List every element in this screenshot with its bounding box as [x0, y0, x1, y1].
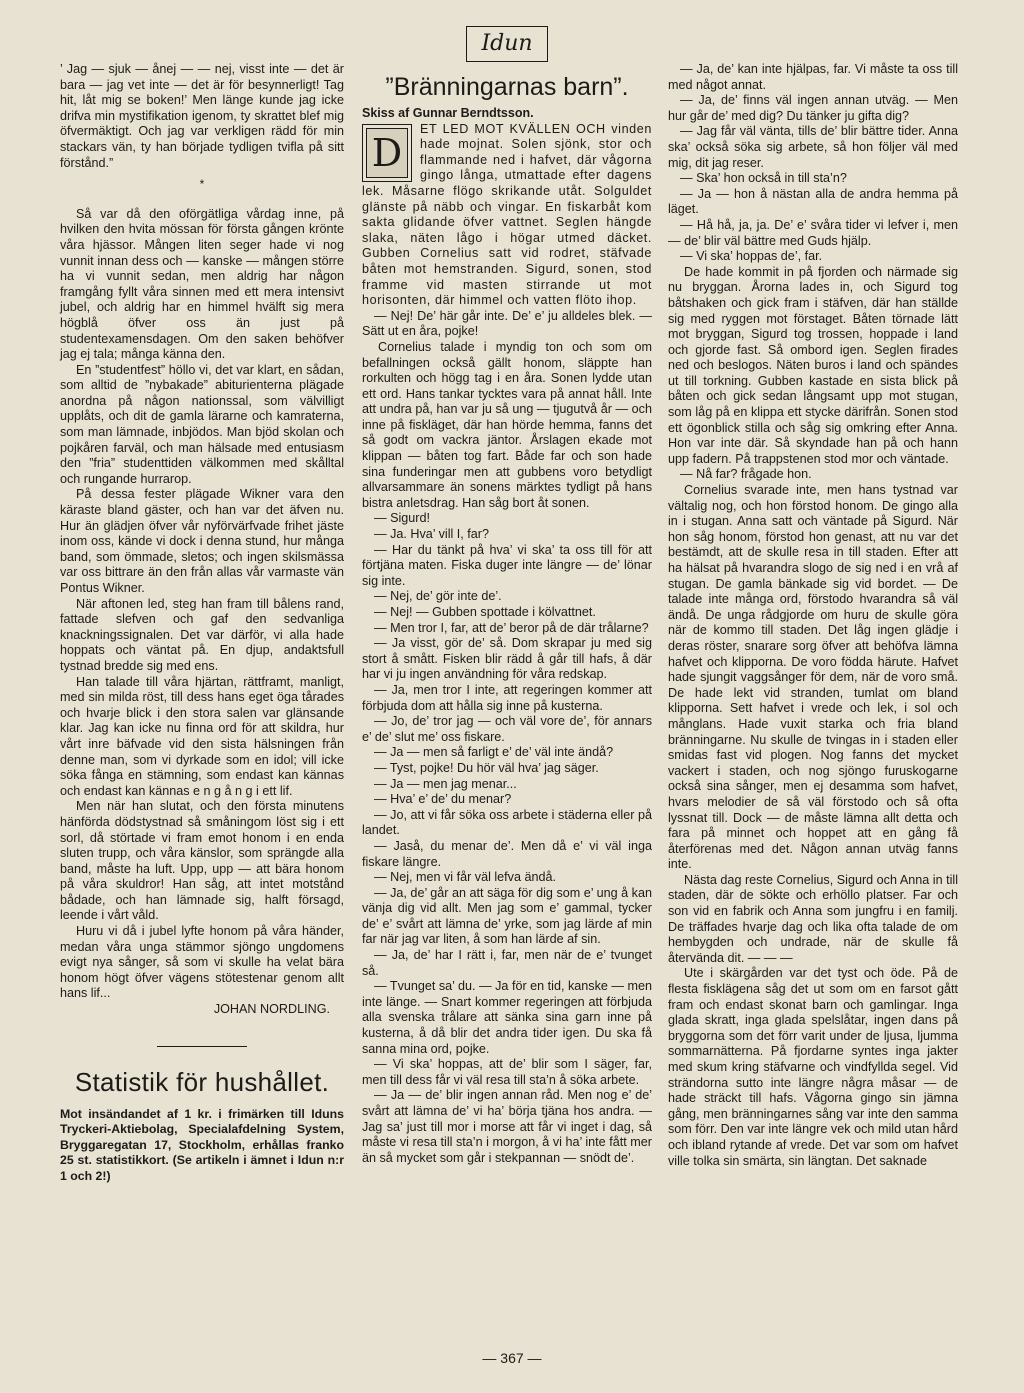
dialogue-line: — Hva’ e’ de’ du menar?	[374, 792, 512, 807]
dialogue-line: — Jo, att vi får söka oss arbete i städerna eller på landet.	[362, 807, 652, 838]
dialogue-line: — Ja — hon å nästan alla de andra hemma på läget.	[668, 186, 958, 217]
paragraph: ET LED MOT KVÄLLEN OCH vinden hade mojnat. Solen sjönk, stor och flammande ned i hafvet, där vågorna gingo långa, utmattade efter dagens lek. Måsarne flögo skrikande utåt. Solguldet glänste på näbb och vingar. En fiskarbåt kom sakta glidande öfver vattnet. Seglen hängde slaka, näten lågo i högar utmed däcket. Gubben Cornelius satt vid rodret, stäfvade båten mot hemstranden. Sigurd, sonen, stod framme vid masten stirrande ut mot horisonten, där himmel och vatten flöto ihop.	[362, 121, 652, 308]
dialogue-line: — Men tror I, far, att de’ beror på de där trålarne?	[374, 620, 649, 635]
dialogue-line: — Hå hå, ja, ja. De’ e’ svåra tider vi lefver i, men — de’ blir väl bättre med Guds hjälp.	[668, 217, 958, 248]
dialogue-line: — Jag får väl vänta, tills de’ blir bättre tider. Anna ska’ också söka sig arbete, så hon följer väl med mig, dit jag reser.	[668, 124, 958, 170]
story-byline: Skiss af Gunnar Berndtsson.	[362, 106, 534, 120]
column-left	[60, 62, 344, 1184]
idun-logo: Idun	[466, 26, 547, 62]
column-middle	[362, 31, 652, 1166]
dialogue-line: — Ja, de’ kan inte hjälpas, far. Vi måste ta oss till med något annat.	[668, 62, 958, 92]
dialogue-line: — Ja, de’ finns väl ingen annan utväg. — Men hur går de’ med dig? Du tänker ju gifta dig?	[668, 93, 958, 123]
dialogue-line: — Vi ska’ hoppas, att de’ blir som I säger, far, men till dess får vi väl resa till sta’n å söka arbete.	[362, 1057, 652, 1087]
paragraph: Han talade till våra hjärtan, rättframt, manligt, med sin milda röst, till dess hans eget öga tårades och hvarje blick i den stora salen var glänsande klar. Jag kan icke nu finna ord för att skildra, hur vårt inre bäfvade vid den sista hälsningen från denne man, som vi dyrkade som en idol; vill icke söka fånga en stämning, som endast kan kännas och endast kan kännas e n g å n g i ett lif.	[60, 674, 344, 798]
dialogue-line: — Ja — men så farligt e’ de’ väl inte ändå?	[374, 745, 614, 760]
paragraph: På dessa fester plägade Wikner vara den käraste bland gäster, och han var det äfven nu. Hur än glädjen öfver vår nyförvärfvade frihet jäste inom oss, kände vi dock i denna stund, hur många band, som ömmade, sletos; och ingen skilsmässa var oss bittrare än den från allas vår varmaste vän Pontus Wikner.	[60, 487, 344, 595]
dialogue-line: — Jaså, du menar de’. Men då e’ vi väl inga fiskare längre.	[362, 838, 652, 869]
dialogue-line: — Tvunget sa’ du. — Ja för en tid, kanske — men inte länge. — Snart kommer regeringen att förbjuda alla svenska trålare att sänka sina garn inne på kusterna, å då blir det andra tider igen. Du ska få sanna mina ord, pojke.	[362, 979, 652, 1056]
dialogue-line: — Vi ska’ hoppas de’, far.	[680, 249, 823, 264]
paragraph: Cornelius talade i myndig ton och som om befallningen också gällt honom, släppte han rorkulten och högg tag i en åra. Sonen lydde utan ett ord. Hans tankar tycktes vara på annat håll. Inte att undra på, han var ju så ung — tjugutvå år — och inne på fiskläget, där han hörde hemma, fanns det så godt om vackra jäntor. Årslagen ekade mot klippan — båten tog fart. Både far och son hade sina funderingar men att gubbens voro betydligt allvarsammare än sonens märktes tydligt på hans bistra anletsdrag. Han såg bort åt sonen.	[362, 339, 652, 510]
masthead	[362, 26, 652, 66]
dialogue-line: — Ja — de’ blir ingen annan råd. Men nog e’ de’ svårt att lämna de’ vi ha’ börja tjäna hos andra. — Jag sa’ just till mor i morse att får vi inget i dag, så måste vi resa till sta’n i morgon, å vi ha’ inte fått mer än så mycket som går i stekpannan — snödt de’.	[362, 1088, 652, 1165]
dialogue-line: — Nej! De’ här går inte. De’ e’ ju alldeles blek. — Sätt ut en åra, pojke!	[362, 308, 652, 339]
dialogue-line: — Sigurd!	[374, 511, 430, 526]
dialogue-line: — Nej, de’ gör inte de’.	[374, 589, 502, 604]
drop-cap: D	[362, 124, 412, 182]
author-signature: JOHAN NORDLING.	[213, 1002, 330, 1017]
dialogue-line: — Tyst, pojke! Du hör väl hva’ jag säger.	[374, 760, 599, 775]
dialogue-line: — Ja — men jag menar...	[374, 776, 517, 791]
page-number: — 367 —	[482, 1350, 542, 1366]
dialogue-line: — Jo, de’ tror jag — och väl vore de’, för annars e’ de’ slut me’ oss fiskare.	[362, 714, 652, 744]
column-right	[668, 62, 958, 1169]
story-title: ”Bränningarnas barn”.	[385, 73, 629, 101]
advertisement-text: Mot insändandet af 1 kr. i frimärken till Iduns Tryckeri-Aktiebolag, Specialafdelning System, Bryggaregatan 17, Stockholm, erhållas franko 25 st. statistikkort. (Se artikeln i ämnet i Idun n:r 1 och 2!)	[60, 1106, 344, 1183]
divider-rule	[157, 1046, 247, 1047]
dialogue-line: — Har du tänkt på hva’ vi ska’ ta oss till för att förtjäna maten. Fiska duger inte längre — de’ lönar sig inte.	[362, 542, 652, 588]
paragraph: Nästa dag reste Cornelius, Sigurd och Anna in till staden, där de sökte och erhöllo platser. Far och son vid en fabrik och Anna som jungfru i en familj. De träffades hvarje dag och lika ofta talade de om hembygden och undrade, när de skulle få återvända dit. — — —	[668, 872, 958, 965]
paragraph: Cornelius svarade inte, men hans tystnad var vältalig nog, och hon förstod honom. De gingo alla in i stugan. Anna satt och väntade på Sigurd. När hon såg honom, förstod hon genast, att nu var det bestämdt, att de skulle resa in till staden. Efter att ha hälsat på hvarandra slogo de sig ned i en vrå af stugan. De gamla bänkade sig vid bordet. — De talade inte många ord, förstodo hvarandra så väl ändå. De unga rådgjorde om huru de skulle göra när de kommo till staden. Det låg ingen glädje i deras röster, snarare sorg öfver att behöfva lämna hafvet och klipporna. De voro födda härute. Hafvet hade sjungit vaggsånger för dem, när de voro små. De hade lekt vid stranden, tumlat om bland klipporna. Sett hafvet i vrede och lek, i sol och månglans. Hade vuxit starka och fria bland bränningarne. Nu skulle de tvingas in i staden eller smidas fast vid plogen. Nog fanns det mycket vackert i staden, och nog sjöngo furuskogarne också sina sånger, men ej desamma som hafvet, hvars melodier de så väl förstodo och så ofta lyssnat till. Dock — de måste lämna allt detta och fara på minnet och hoppet att en gång få återförenas med det. Någon annan utväg fanns inte.	[668, 483, 958, 872]
dialogue-line: — Ja. Hva’ vill I, far?	[374, 527, 490, 542]
section-separator: *	[199, 177, 205, 192]
section-heading: Statistik för hushållet.	[74, 1066, 330, 1097]
paragraph: ’ Jag — sjuk — ånej — — nej, visst inte — det är bara — jag vet inte — det är för besynnerligt! Tag hit, låt mig se boken!’ Men länge kunde jag icke drifva min mystifikation igenom, ty skrattet blef mig öfvermäktigt. Och jag var verkligen rädd för min stackars vän, ty han började tydligen tvifla på sitt förstånd.”	[60, 62, 344, 170]
dialogue-line: — Ja, men tror I inte, att regeringen kommer att förbjuda dom att hålla sig inne på kusterna.	[362, 682, 652, 713]
paragraph: Men när han slutat, och den första minutens hänförda dödstystnad så småningom löst sig i ett sorl, då störtade vi fram emot honom i en enda sluten trupp, och våra känslor, som sprängde alla band, måste ha luft. Upp, upp — att bära honom på våra skuldror! Han såg, att intet motstånd bådade, och han lämnade sig, halft försagd, leende i vårt våld.	[60, 799, 344, 923]
opening-paragraph	[362, 122, 652, 309]
dialogue-line: — Nå far? frågade hon.	[680, 467, 812, 482]
paragraph: När aftonen led, steg han fram till bålens rand, fattade slefven och gaf den sedvanliga knackningssignalen. Det var därför, vi alla hade hoppats och väntat på. En djup, andaktsfull tystnad bredde sig med ens.	[60, 596, 344, 673]
dialogue-line: — Nej, men vi får väl lefva ändå.	[374, 870, 556, 885]
dialogue-line: — Ja, de’ går an att säga för dig som e’ ung å kan vänja dig vid allt. Men jag som e’ gammal, tycker de’ e’ svårt att lämna de’ yrke, som jag lärde af min far när jag var liten, å som han lärde af sin.	[362, 885, 652, 947]
paragraph: De hade kommit in på fjorden och närmade sig nu bryggan. Årorna lades in, och Sigurd tog båtshaken och gick fram i stäfven, där han ställde sig med ryggen mot förstaget. Båten törnade lätt mot bryggan, Sigurd tog trossen, hoppade i land och gjorde fast. Så ombord igen. Seglen firades ned och beslogos. Näten buros i land och spändes ut till torkning. Gubben kastade en sista blick på båten och gick sedan långsamt upp mot stugan, som låg på en klippa ett stycke därifrån. Sonen stod ett ögonblick stilla och såg sig omkring efter Anna. Hon var inte där. Så skyndade han på och hann upp fadern. På trappstenen stod mor och väntade.	[668, 264, 958, 466]
dialogue-line: — Ja visst, gör de’ så. Dom skrapar ju med sig stort å smått. Fisken blir rädd å går till hafs, å där har vi ju ingen användning för våra redskap.	[362, 636, 652, 682]
paragraph: En ”studentfest” höllo vi, det var klart, en sådan, som alltid de ”nybakade” abiturienterna plägade anordna på någon nationssal, som välvilligt upplåts, och dit de gamla lärarne och kamraterna, som man lämnade, inbjödos. Man bjöd skolan och pojkåren farväl, och man hälsade med entusiasm den ”fria” studenttiden välkommen med skålltal och rungande hurrarop.	[60, 362, 344, 486]
dialogue-line: — Ja, de’ har I rätt i, far, men när de e’ tvunget så.	[362, 948, 652, 978]
paragraph: Så var då den oförgätliga vårdag inne, på hvilken den hvita mössan för första gången krönte våra hjässor. Mången liten seger hade vi nog vunnit innan dess och — kanske — mången större ha vi vunnit sedan, men aldrig har någon framgång fyllt våra sinnen med ett mera intensivt jubel, och aldrig har en himmel hvälft sig mera högblå öfver oss än just på studentexamensdagen. Om den saken behöfver jag ej tala; många känna den.	[60, 206, 344, 362]
paragraph: Huru vi då i jubel lyfte honom på våra händer, medan våra unga stämmor sjöngo ungdomens evigt nya sånger, så som vi skulle ha velat bära honom högt öfver vägens stötestenar genom allt hans lif...	[60, 924, 344, 1001]
dialogue-line: — Ska’ hon också in till sta’n?	[680, 171, 847, 186]
paragraph: Ute i skärgården var det tyst och öde. På de flesta fisklägena såg det ut som om en farsot gått fram och endast skonat barn och gamlingar. Inga glada skratt, inga glada spelslåtar, ingen dans på bryggorna som det förr varit under de ljusa, ljumma sommarnätterna. På fjordarne syntes inga jakter med skum kring stäfvarne och vindfyllda segel. Vid strändorna sutto inte längre några måsar — de hade sträckt till hafs. Vågorna gingo sin jämna gång, men bränningarnes sång var inte den samma som förr. Den var inte längre vek och mild utan hård och ibland rytande af vrede. Det var som om hafvet ville tolka sin smärta, sin längtan. Det saknade	[668, 966, 958, 1168]
dialogue-line: — Nej! — Gubben spottade i kölvattnet.	[374, 605, 596, 619]
